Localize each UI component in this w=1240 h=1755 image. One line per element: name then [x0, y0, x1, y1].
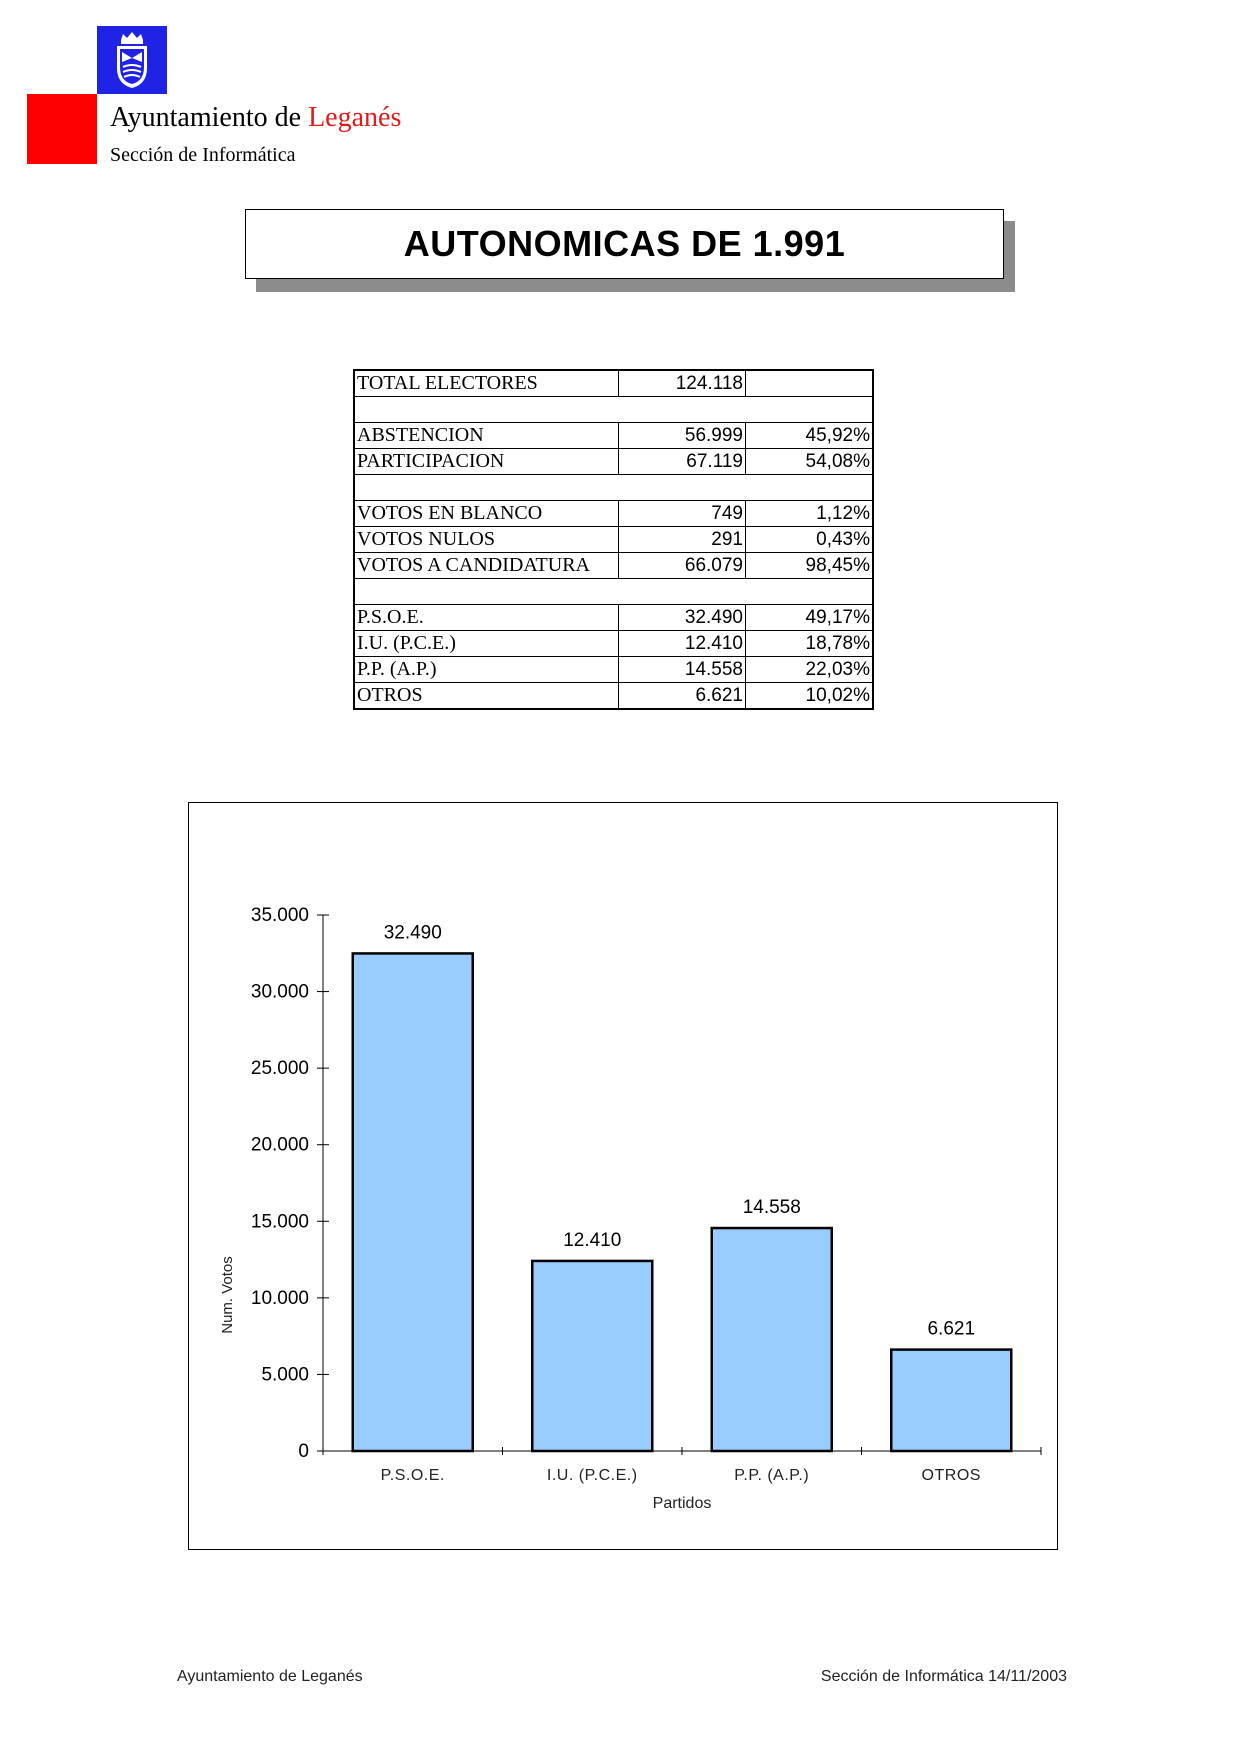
row-value: 66.079 [619, 553, 746, 579]
table-spacer [354, 579, 873, 605]
row-percent: 98,45% [746, 553, 874, 579]
x-tick-label: OTROS [921, 1467, 981, 1484]
row-percent [746, 370, 874, 397]
page-title: AUTONOMICAS DE 1.991 [403, 223, 846, 264]
row-label: VOTOS A CANDIDATURA [354, 553, 619, 579]
table-row [354, 449, 873, 475]
organization-section: Sección de Informática [110, 144, 296, 166]
row-label: VOTOS EN BLANCO [354, 501, 619, 527]
org-city: Leganés [308, 102, 402, 133]
bar-value-label: 14.558 [742, 1197, 801, 1219]
row-label: I.U. (P.C.E.) [354, 631, 619, 657]
bar-value-label: 32.490 [383, 922, 442, 944]
row-value: 12.410 [619, 631, 746, 657]
x-tick-label: I.U. (P.C.E.) [546, 1467, 638, 1484]
row-value: 291 [619, 527, 746, 553]
y-tick-label: 20.000 [250, 1134, 309, 1156]
row-label: ABSTENCION [354, 423, 619, 449]
y-tick-label: 10.000 [250, 1287, 309, 1309]
x-axis-title: Partidos [652, 1495, 712, 1512]
table-row [354, 423, 873, 449]
footer-right: Sección de Informática 14/11/2003 [820, 1668, 1067, 1685]
y-tick-label: 30.000 [250, 981, 309, 1003]
x-tick-label: P.P. (A.P.) [734, 1467, 810, 1484]
bar [353, 953, 473, 1451]
row-label: VOTOS NULOS [354, 527, 619, 553]
table-row [354, 527, 873, 553]
logo-red-square [27, 94, 97, 164]
row-percent: 1,12% [746, 501, 874, 527]
table-row [354, 683, 873, 710]
y-tick-label: 35.000 [250, 905, 309, 926]
row-value: 32.490 [619, 605, 746, 631]
y-tick-label: 5.000 [261, 1364, 309, 1386]
footer-left: Ayuntamiento de Leganés [177, 1668, 363, 1685]
row-percent: 18,78% [746, 631, 874, 657]
y-tick-label: 0 [298, 1441, 309, 1462]
row-percent: 49,17% [746, 605, 874, 631]
row-percent: 54,08% [746, 449, 874, 475]
y-tick-label: 25.000 [250, 1058, 309, 1080]
org-prefix: Ayuntamiento de [110, 102, 309, 133]
row-value: 124.118 [619, 370, 746, 397]
bar-value-label: 12.410 [563, 1229, 622, 1251]
table-spacer [354, 397, 873, 423]
row-label: TOTAL ELECTORES [354, 370, 619, 397]
row-percent: 10,02% [746, 683, 874, 710]
row-label: P.P. (A.P.) [354, 657, 619, 683]
bar-chart [189, 803, 1057, 1549]
organization-name [110, 102, 401, 134]
bar [891, 1350, 1011, 1451]
row-label: PARTICIPACION [354, 449, 619, 475]
row-percent: 0,43% [746, 527, 874, 553]
row-percent: 45,92% [746, 423, 874, 449]
y-tick-label: 15.000 [250, 1211, 309, 1233]
table-row [354, 370, 873, 397]
row-label: OTROS [357, 684, 423, 706]
table-row [354, 501, 873, 527]
row-value: 749 [619, 501, 746, 527]
row-value: 56.999 [619, 423, 746, 449]
title-box [245, 209, 1004, 279]
y-axis-title: Num. Votos [219, 1256, 236, 1334]
bar [712, 1228, 832, 1451]
table-row [354, 553, 873, 579]
results-table [353, 369, 874, 710]
bar [532, 1261, 652, 1451]
table-row [354, 631, 873, 657]
table-row [354, 657, 873, 683]
row-value: 6.621 [619, 683, 746, 710]
row-percent: 22,03% [746, 657, 874, 683]
table-row [354, 605, 873, 631]
bar-value-label: 6.621 [927, 1318, 976, 1340]
chart-frame [188, 802, 1058, 1550]
row-value: 67.119 [619, 449, 746, 475]
row-label: P.S.O.E. [354, 605, 619, 631]
row-value: 14.558 [619, 657, 746, 683]
table-spacer [354, 475, 873, 501]
x-tick-label: P.S.O.E. [380, 1467, 445, 1484]
coat-of-arms-icon [97, 26, 167, 94]
